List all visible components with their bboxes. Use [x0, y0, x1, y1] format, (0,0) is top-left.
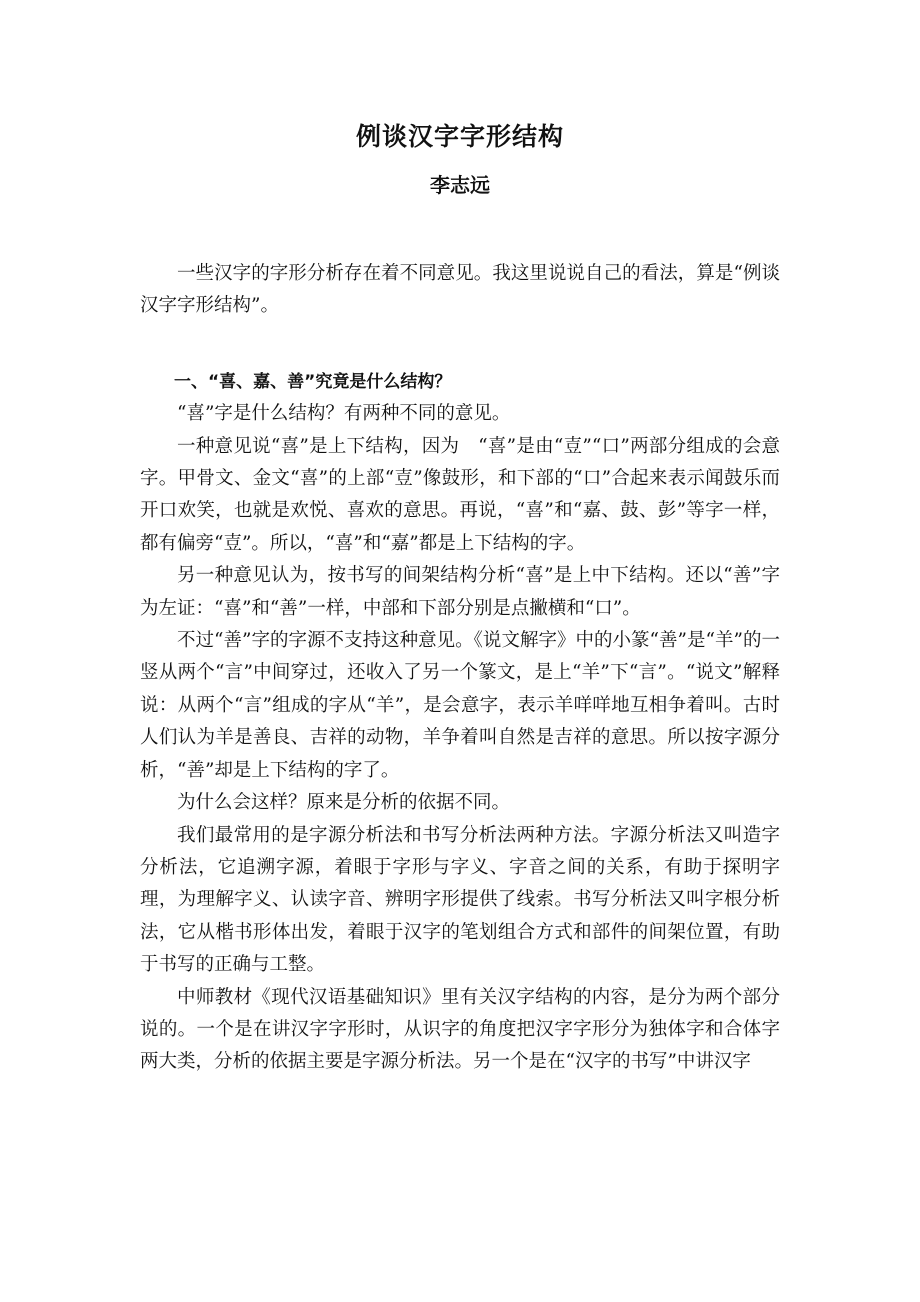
document-body — [140, 258, 780, 1079]
intro-paragraph: 一些汉字的字形分析存在着不同意见。我这里说说自己的看法，算是“例谈汉字字形结构”。 — [140, 263, 780, 317]
paragraph: 另一种意见认为，按书写的间架结构分析“喜”是上中下结构。还以“善”字为左证：“喜”和“善”一样，中部和下部分别是点撇横和“口”。 — [140, 565, 780, 619]
paragraph: 中师教材《现代汉语基础知识》里有关汉字结构的内容，是分为两个部分说的。一个是在讲汉字字形时，从识字的角度把汉字字形分为独体字和合体字两大类，分析的依据主要是字源分析法。另一个是在“汉字的书写”中讲汉字 — [140, 986, 780, 1073]
paragraph: 一种意见说“喜”是上下结构，因为 “喜”是由“壴”“口”两部分组成的会意字。甲骨文、金文“喜”的上部“壴”像鼓形，和下部的“口”合起来表示闻鼓乐而开口欢笑，也就是欢悦、喜欢的意思。再说，“喜”和“嘉、鼓、彭”等字一样，都有偏旁“壴”。所以，“喜”和“嘉”都是上下结构的字。 — [140, 435, 780, 554]
document-author: 李志远 — [430, 173, 490, 197]
document-title: 例谈汉字字形结构 — [355, 122, 564, 151]
paragraph: 我们最常用的是字源分析法和书写分析法两种方法。字源分析法又叫造字分析法，它追溯字源，着眼于字形与字义、字音之间的关系，有助于探明字理，为理解字义、认读字音、辨明字形提供了线索。书写分析法又叫字根分析法，它从楷书形体出发，着眼于汉字的笔划组合方式和部件的间架位置，有助于书写的正确与工整。 — [140, 824, 780, 976]
paragraph: 不过“善”字的字源不支持这种意见。《说文解字》中的小篆“善”是“羊”的一竖从两个“言”中间穿过，还收入了另一个篆文，是上“羊”下“言”。“说文”解释说：从两个“言”组成的字从“羊”，是会意字，表示羊咩咩地互相争着叫。古时人们认为羊是善良、吉祥的动物，羊争着叫自然是吉祥的意思。所以按字源分析，“善”却是上下结构的字了。 — [140, 630, 780, 781]
paragraph: 为什么会这样？原来是分析的依据不同。 — [177, 792, 511, 814]
paragraph: “喜”字是什么结构？有两种不同的意见。 — [177, 403, 511, 425]
section-heading: 一、“喜、嘉、善”究竟是什么结构？ — [174, 371, 452, 392]
